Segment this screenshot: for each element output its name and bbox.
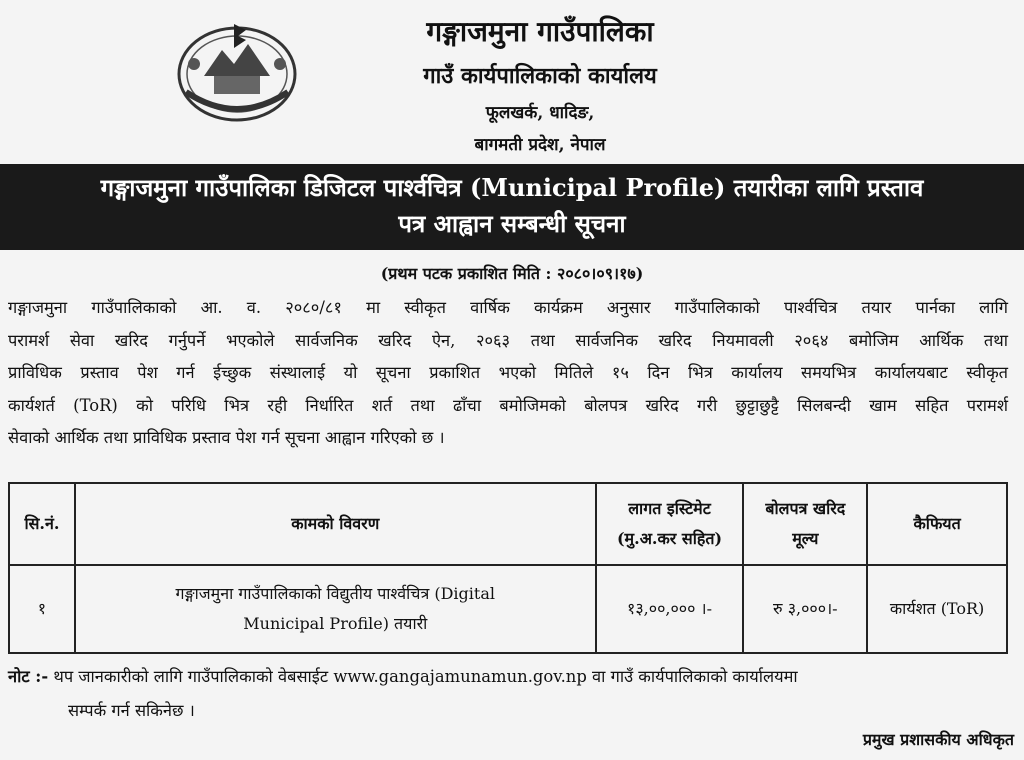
cell-remarks: कार्यशत (ToR) xyxy=(867,565,1007,653)
body-line: परामर्श सेवा खरिद गर्नुपर्ने भएकोले सार्वजनिक खरिद ऐन, २०६३ तथा सार्वजनिक खरिद नियमावली २०६४ बमोजिम आर्थिक तथा xyxy=(8,330,1008,350)
header-bid-fee xyxy=(743,483,867,565)
cell-bid-fee: रु ३,०००।- xyxy=(743,565,867,653)
note-line-1 xyxy=(8,660,1018,694)
header-estimate-line-2: (मु.अ.कर सहित) xyxy=(616,529,723,548)
notice-title-line-1: गङ्गाजमुना गाउँपालिका डिजिटल पार्श्वचित्र (Municipal Profile) तयारीका लागि प्रस्ताव xyxy=(100,173,924,202)
note-section xyxy=(8,660,1018,728)
body-line: सेवाको आर्थिक तथा प्राविधिक प्रस्ताव पेश गर्न सूचना आह्वान गरिएको छ । xyxy=(8,428,445,447)
cell-estimate: १३,००,००० ।- xyxy=(596,565,744,653)
signatory-title: प्रमुख प्रशासकीय अधिकृत xyxy=(862,730,1014,749)
cell-sn: १ xyxy=(9,565,75,653)
work-details-table xyxy=(8,482,1008,654)
notice-body xyxy=(8,292,1008,455)
address-line-2: बागमती प्रदेश, नेपाल xyxy=(474,135,606,155)
header-estimate-line-1: लागत इस्टिमेट xyxy=(628,499,711,518)
note-label: नोट :- xyxy=(8,667,49,686)
header-bid-fee-line-2: मूल्य xyxy=(792,529,819,548)
body-line: प्राविधिक प्रस्ताव पेश गर्न ईच्छुक संस्थालाई यो सूचना प्रकाशित भएको मितिले १५ दिन भित्र कार्यालय समयभित्र कार्यालयबाट स्वीकृत xyxy=(8,363,1008,382)
body-line: गङ्गाजमुना गाउँपालिकाको आ. व. २०८०/८१ मा स्वीकृत वार्षिक कार्यक्रम अनुसार गाउँपालिकाको पार्श्वचित्र तयार पार्नका लागि xyxy=(8,298,1008,317)
note-text-1: थप जानकारीको लागि गाउँपालिकाको वेबसाईट www.gangajamunamun.gov.np वा गाउँ कार्यपालिकाको कार्यालयमा xyxy=(53,667,798,686)
cell-description-line-2: Municipal Profile) तयारी xyxy=(243,614,428,633)
body-line: कार्यशर्त (ToR) को परिधि भित्र रही निर्धारित शर्त तथा ढाँचा बमोजिमको बोलपत्र खरिद गरी छुट्टाछुट्टै सिलबन्दी खाम सहित परामर्श xyxy=(8,395,1008,415)
notice-title-banner xyxy=(0,164,1024,250)
header-description: कामको विवरण xyxy=(75,483,596,565)
header-remarks: कैफियत xyxy=(867,483,1007,565)
office-name: गाउँ कार्यपालिकाको कार्यालय xyxy=(423,63,657,89)
header-estimate xyxy=(596,483,744,565)
table-header-row xyxy=(9,483,1007,565)
municipality-name: गङ्गाजमुना गाउँपालिका xyxy=(426,15,654,48)
header-sn: सि.नं. xyxy=(9,483,75,565)
notice-title-line-2: पत्र आह्वान सम्बन्धी सूचना xyxy=(398,209,626,238)
table-row xyxy=(9,565,1007,653)
published-date: (प्रथम पटक प्रकाशित मिति : २०८०।०९।१७) xyxy=(380,264,644,283)
cell-description xyxy=(75,565,596,653)
cell-description-line-1: गङ्गाजमुना गाउँपालिकाको विद्युतीय पार्श्वचित्र (Digital xyxy=(175,584,495,603)
header-bid-fee-line-1: बोलपत्र खरिद xyxy=(765,499,846,518)
address-line-1: फूलखर्क, धादिङ, xyxy=(485,103,595,123)
note-text-2: सम्पर्क गर्न सकिनेछ । xyxy=(68,701,195,720)
